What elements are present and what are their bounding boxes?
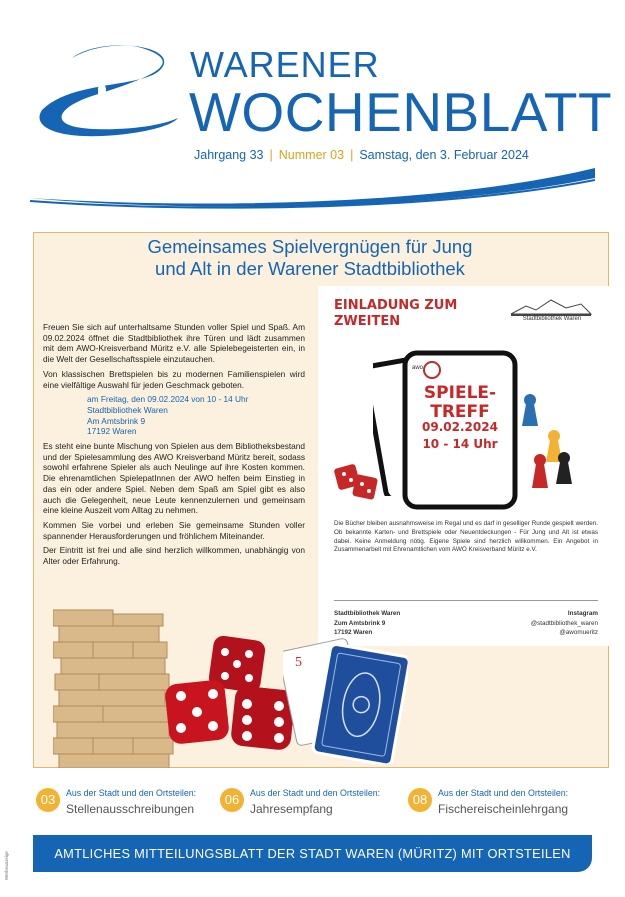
issue-year: Jahrgang 33 [194, 148, 264, 162]
separator: | [350, 148, 354, 162]
issue-date: Samstag, den 3. Februar 2024 [359, 148, 529, 162]
headline-line2: und Alt in der Warener Stadtbibliothek [155, 258, 465, 279]
teaser-page-number: 08 [408, 788, 432, 812]
masthead-swoosh [30, 168, 595, 213]
issue-info [194, 148, 529, 162]
flyer-address-line2: Zum Amtsbrink 9 [334, 619, 386, 627]
article-paragraph: Kommen Sie vorbei und erleben Sie gemeinsame Stunden voller spannender Herausforderungen und fröhlichem Miteinander. [43, 519, 305, 541]
separator: | [269, 148, 273, 162]
flyer-instagram-handle1: @stadtbibliothek_waren [530, 619, 598, 627]
dice-icon [332, 456, 382, 506]
side-note: Werbeanzeige [4, 851, 9, 880]
event-details [87, 394, 305, 437]
teaser-kicker: Aus der Stadt und den Ortsteilen: [438, 788, 569, 798]
flyer-time: 10 - 14 Uhr [422, 437, 498, 451]
event-street: Am Amtsbrink 9 [87, 415, 146, 426]
flyer-divider [334, 600, 598, 601]
article-paragraph: Freuen Sie sich auf unterhaltsame Stunden voller Spiel und Spaß. Am 09.02.2024 öffnet die Stadtbibliothek ihre Türen und lädt zusammen mit dem AWO-Kreisverband Müritz e.V. alle Spielebegeisterten ein, in die Welt der Gesellschaftsspiele einzutauchen. [43, 322, 305, 365]
masthead-title-line2: WOCHENBLATT [189, 81, 613, 143]
library-logo-text: Stadtbibliothek Waren [522, 316, 582, 322]
event-flyer [318, 286, 610, 646]
teaser-title: Stellenausschreibungen [66, 802, 195, 816]
flyer-address [334, 609, 400, 638]
article-paragraph: Es steht eine bunte Mischung von Spielen aus dem Bibliotheksbestand und der Spielesammlung des AWO Kreisverband Müritz bereit, sodass sowohl erfahrene Spieler als auch Neulinge auf ihre Kosten kommen. Die ehrenamtlichen SpielepatInnen der AWO helfen beim Einstieg in das ein oder andere Spiel. Neben dem Spaß am Spiel gibt es also auch die Gelegenheit, neue Leute kennenzulernen und gemeinsam eine kleine Auszeit vom Alltag zu nehmen. [43, 441, 305, 516]
masthead-title-line1: WARENER [190, 44, 380, 85]
flyer-invitation [334, 298, 457, 330]
flyer-body-text: Die Bücher bleiben ausnahmsweise im Regal und es darf in geselliger Runde gespielt werden. Ob bekannte Karten- und Brettspiele oder Neuentdeckungen - Für Jung und Alt ist etwas dabei. Keine Anmeldung nötig. Eigene Spiele sind herzlich willkommen. Ein Angebot in Zusammenarbeit mit Ehrenamtlichen vom AWO Kreisverband Müritz e.V. [334, 520, 598, 554]
teaser-page-number: 03 [36, 788, 60, 812]
event-city: 17192 Waren [87, 426, 137, 437]
flyer-spiele-line1: SPIELE- [423, 383, 497, 403]
teaser-kicker: Aus der Stadt und den Ortsteilen: [66, 788, 197, 798]
flyer-instagram-title: Instagram [567, 610, 598, 617]
issue-number: Nummer 03 [278, 148, 345, 162]
teaser-kicker: Aus der Stadt und den Ortsteilen: [250, 788, 381, 798]
flyer-address-line3: 17192 Waren [334, 629, 373, 636]
article-headline [130, 236, 490, 280]
flyer-address-line1: Stadtbibliothek Waren [334, 610, 401, 617]
flyer-spiele-treff [402, 384, 518, 422]
awo-label: awo [412, 365, 424, 371]
flyer-instagram [531, 609, 598, 638]
teaser-title: Fischereischeinlehrgang [438, 802, 569, 816]
flyer-invite-line1: EINLADUNG ZUM [334, 298, 458, 313]
playing-cards-icon [283, 636, 408, 764]
article-paragraph: Der Eintritt ist frei und alle sind herzlich willkommen, unabhängig von Alter oder Erfahrung. [43, 545, 305, 567]
event-date: am Freitag, den 09.02.2024 von 10 - 14 Uhr [87, 394, 249, 405]
flyer-date-time [402, 419, 518, 453]
article-body [43, 322, 305, 571]
headline-line1: Gemeinsames Spielvergnügen für Jung [147, 236, 473, 257]
svg-text:5: 5 [295, 655, 302, 670]
event-venue: Stadtbibliothek Waren [87, 404, 168, 415]
library-logo-icon [506, 292, 596, 328]
flyer-instagram-handle2: @awomueritz [559, 629, 598, 636]
flyer-date: 09.02.2024 [422, 420, 498, 434]
flyer-spiele-line2: TREFF [430, 402, 490, 422]
teaser-page-number: 06 [220, 788, 244, 812]
warener-logo-icon [32, 40, 182, 140]
game-pawns-icon [514, 386, 574, 496]
teaser-title: Jahresempfang [250, 802, 333, 816]
flyer-invite-line2: ZWEITEN [334, 314, 401, 329]
article-paragraph: Von klassischen Brettspielen bis zu modernen Familienspielen wird eine vielfältige Auswahl für jeden Geschmack geboten. [43, 368, 305, 390]
footer-text: AMTLICHES MITTEILUNGSBLATT DER STADT WAREN (MÜRITZ) MIT ORTSTEILEN [54, 846, 571, 861]
